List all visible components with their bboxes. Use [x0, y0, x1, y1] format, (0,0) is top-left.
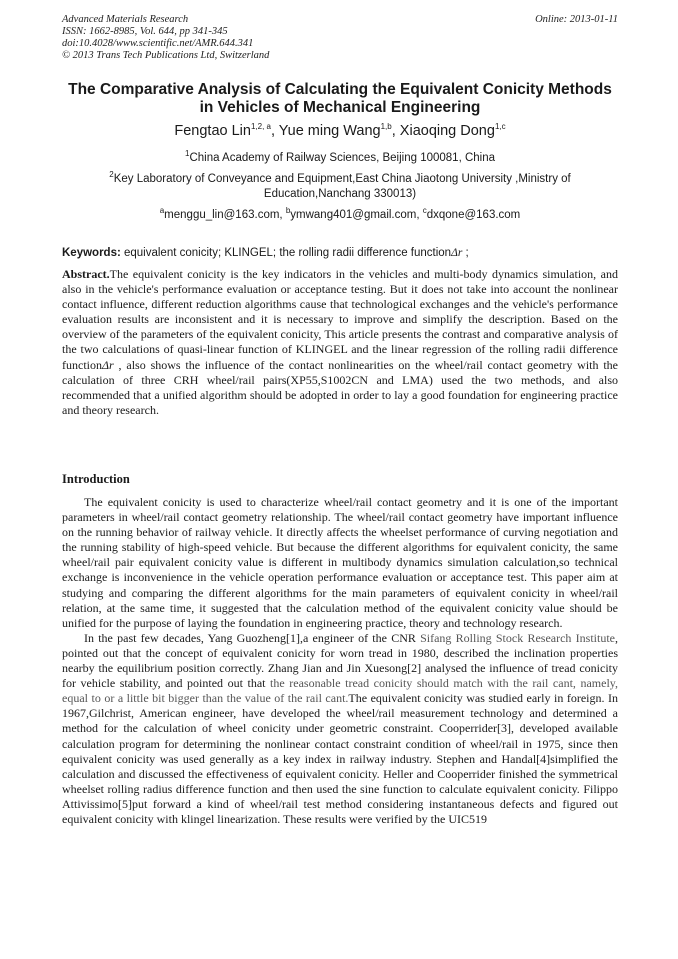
abstract-label: Abstract. — [62, 267, 110, 281]
delta-r-symbol: Δr — [451, 247, 463, 259]
section-heading-introduction: Introduction — [62, 472, 130, 486]
author-name: Fengtao Lin — [174, 123, 251, 139]
author-sup: 1,2, a — [250, 122, 271, 132]
author-sup: 1,c — [494, 122, 506, 132]
online-date: Online: 2013-01-11 — [535, 14, 618, 25]
keywords-text: equivalent conicity; KLINGEL; the rolling radii difference function — [120, 247, 452, 259]
journal-issn: ISSN: 1662-8985, Vol. 644, pp 341-345 — [62, 26, 228, 37]
affiliation-2: $^2$Key Laboratory of Conveyance and Equipment,East China Jiaotong University ,Ministry of Education,Nanchang 330013) — [109, 170, 571, 200]
paragraph: The equivalent conicity is used to characterize wheel/rail contact geometry and it is one of the important parameters in wheel/rail contact geometry relationship. The wheel/rail contact geometry have important influence on the running behavior of railway vehicle. It directly affects the wheelset performance of curving negotiation and the running stability of high-speed vehicle. But because the different algorithms for equivalent conicity, the same wheel/rail pair equivalent conicity value is different in multibody dynamics simulation calculation,so technical exchange is inconvenience in the vehicle operation performance evaluation or acceptance test. This paper aim at studying and comparing the different algorithms for the main parameters of equivalent conicity in wheel/rail relation, at the same time, it suggested that the calculation method of the equivalent conicity value should be unified for the purpose of laying the foundation in engineering practice, theory and technology research. — [62, 495, 618, 630]
paper-title: The Comparative Analysis of Calculating the Equivalent Conicity Methods in Vehicles of Mechanical Engineering — [68, 81, 612, 116]
journal-header — [62, 14, 618, 62]
journal-copyright: © 2013 Trans Tech Publications Ltd, Switzerland — [62, 50, 270, 61]
journal-doi: doi:10.4028/www.scientific.net/AMR.644.341 — [62, 38, 254, 49]
affiliation-1: $^1$China Academy of Railway Sciences, Beijing 100081, China — [184, 149, 496, 164]
delta-r-symbol: Δr — [102, 357, 114, 372]
journal-name: Advanced Materials Research — [62, 14, 189, 25]
email: ymwang401@gmail.com, — [290, 209, 423, 221]
author-list: Fengtao Lin$^{1,2, a}$, Yue ming Wang$^{1,b}$, Xiaoqing Dong$^{1,c}$ — [174, 122, 506, 139]
author-name: Yue ming Wang — [278, 123, 381, 139]
abstract: Abstract.The equivalent conicity is the key indicators in the vehicles and multi-body dynamics simulation, and also in the vehicle's performance evaluation or acceptance testing. But it does not take into account the nonlinear contact influence, different reduction algorithms cause that technological exchanges and the vehicle's performance evaluation results are inconsistent and it is necessary to improve and simplify the description. Based on the overview of the parameters of the equivalent conicity, This article presents the contrast and comparative analysis of the two calculations of quasi-linear function of KLINGEL and the linear regression of the rolling radii difference functionΔr , also shows the influence of the contact nonlinearities on the wheel/rail contact geometry with the calculation of three CRH wheel/rail pairs(XP55,S1002CN and LMA) used the two methods, and also recommended that a unified algorithm should be adopted in order to lay a good foundation for engineering practice and theory research. — [62, 267, 618, 417]
email: dxqone@163.com — [426, 209, 521, 221]
paragraph: In the past few decades, Yang Guozheng[1],a engineer of the CNR Sifang Rolling Stock Research Institute, pointed out that the concept of equivalent conicity for worn tread in 1980, described the inclination properties nearby the equilibrium position correctly. Zhang Jian and Jin Xuesong[2] analysed the influence of tread conicity for vehicle stability, and pointed out that the reasonable tread conicity should match with the rail cant, namely, equal to or a little bit bigger than the value of the rail cant.The equivalent conicity was studied early in foreign. In 1967,Gilchrist, American engineer, have developed the wheel/rail measurement technology and determined a method for the calculation of wheel conicity under geometric constraint. Cooperrider[3], developed available calculation program for determining the nonlinear contact constraint condition of wheel/rail in 1975, since then equivalent conicity was used generally as a key index in railway industry. Stephen and Handal[4]simplified the calculation and discussed the effectiveness of equivalent conicity. Heller and Cooperrider finished the symmetrical wheelset rolling radius difference function and then used the sine function to calculate equivalent conicity. Filippo Attivissimo[5]put forward a kind of wheel/rail test method considering instantaneous defects and figured out equivalent conicity with klingel linearization. These results were verified by the UIC519 — [62, 630, 618, 826]
keywords-label: Keywords: — [62, 247, 121, 259]
author-name: Xiaoqing Dong — [399, 123, 495, 139]
introduction-body — [62, 495, 618, 827]
author-emails: $^a$menggu_lin@163.com, $^b$ymwang401@gmail.com, $^c$dxqone@163.com — [159, 206, 521, 221]
email: menggu_lin@163.com, — [164, 209, 286, 221]
author-sup: 1,b — [380, 122, 392, 132]
keywords: Keywords: equivalent conicity; KLINGEL; the rolling radii difference functionΔr ; — [62, 247, 469, 259]
